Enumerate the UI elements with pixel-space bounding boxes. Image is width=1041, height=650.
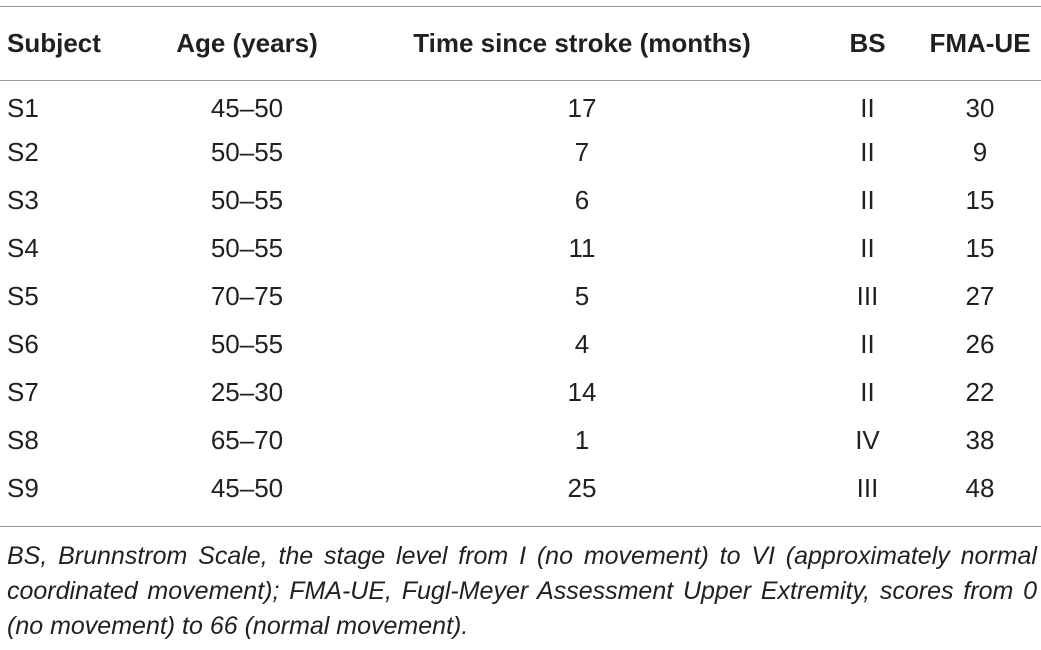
cell-subject: S2 <box>7 136 39 167</box>
table-row <box>0 176 1041 224</box>
cell-subject: S4 <box>7 232 39 263</box>
cell-age: 45–50 <box>210 92 284 123</box>
table-row <box>0 128 1041 176</box>
cell-fma-ue: 15 <box>965 184 995 215</box>
cell-bs: III <box>856 472 879 503</box>
cell-bs: II <box>860 92 875 123</box>
header-age: Age (years) <box>176 28 318 58</box>
table-row <box>0 368 1041 416</box>
cell-subject: S8 <box>7 424 39 455</box>
header-bs: BS <box>849 28 886 58</box>
table-row <box>0 80 1041 128</box>
cell-age: 50–55 <box>210 232 284 263</box>
header-subject: Subject <box>7 28 101 58</box>
cell-time-since-stroke: 4 <box>574 328 590 359</box>
cell-age: 70–75 <box>210 280 284 311</box>
cell-bs: III <box>856 280 879 311</box>
cell-age: 50–55 <box>210 136 284 167</box>
cell-age: 50–55 <box>210 328 284 359</box>
cell-fma-ue: 15 <box>965 232 995 263</box>
cell-time-since-stroke: 1 <box>574 424 590 455</box>
cell-bs: II <box>860 328 875 359</box>
cell-time-since-stroke: 7 <box>574 136 590 167</box>
header-time-since-stroke: Time since stroke (months) <box>413 28 751 58</box>
cell-time-since-stroke: 5 <box>574 280 590 311</box>
table-row <box>0 464 1041 512</box>
cell-time-since-stroke: 11 <box>568 232 596 263</box>
cell-subject: S6 <box>7 328 39 359</box>
table-row <box>0 272 1041 320</box>
table-row <box>0 224 1041 272</box>
cell-subject: S3 <box>7 184 39 215</box>
cell-subject: S1 <box>7 92 39 123</box>
cell-bs: II <box>860 232 875 263</box>
header-fma-ue: FMA-UE <box>929 28 1031 58</box>
cell-bs: II <box>860 136 875 167</box>
cell-age: 50–55 <box>210 184 284 215</box>
cell-age: 65–70 <box>210 424 284 455</box>
cell-bs: II <box>860 184 875 215</box>
cell-time-since-stroke: 17 <box>567 92 597 123</box>
cell-fma-ue: 26 <box>965 328 995 359</box>
table-row <box>0 320 1041 368</box>
cell-age: 25–30 <box>210 376 284 407</box>
table-footnote: BS, Brunnstrom Scale, the stage level from I (no movement) to VI (approximately normal coordinated movement); FMA-UE, Fugl-Meyer Assessment Upper Extremity, scores from 0 (no movement) to 66 (normal movement). <box>7 542 1037 640</box>
cell-subject: S7 <box>7 376 39 407</box>
cell-fma-ue: 27 <box>965 280 995 311</box>
table-row <box>0 416 1041 464</box>
cell-subject: S9 <box>7 472 39 503</box>
cell-age: 45–50 <box>210 472 284 503</box>
cell-fma-ue: 22 <box>965 376 995 407</box>
table-bottom-rule <box>0 526 1041 527</box>
cell-fma-ue: 9 <box>972 136 988 167</box>
cell-fma-ue: 30 <box>965 92 995 123</box>
subject-characteristics-table <box>0 7 1041 512</box>
cell-time-since-stroke: 25 <box>567 472 597 503</box>
cell-bs: II <box>860 376 875 407</box>
cell-subject: S5 <box>7 280 39 311</box>
cell-time-since-stroke: 14 <box>567 376 597 407</box>
cell-fma-ue: 38 <box>965 424 995 455</box>
table-header-row <box>0 7 1041 80</box>
cell-fma-ue: 48 <box>965 472 995 503</box>
cell-time-since-stroke: 6 <box>574 184 590 215</box>
cell-bs: IV <box>855 424 880 455</box>
